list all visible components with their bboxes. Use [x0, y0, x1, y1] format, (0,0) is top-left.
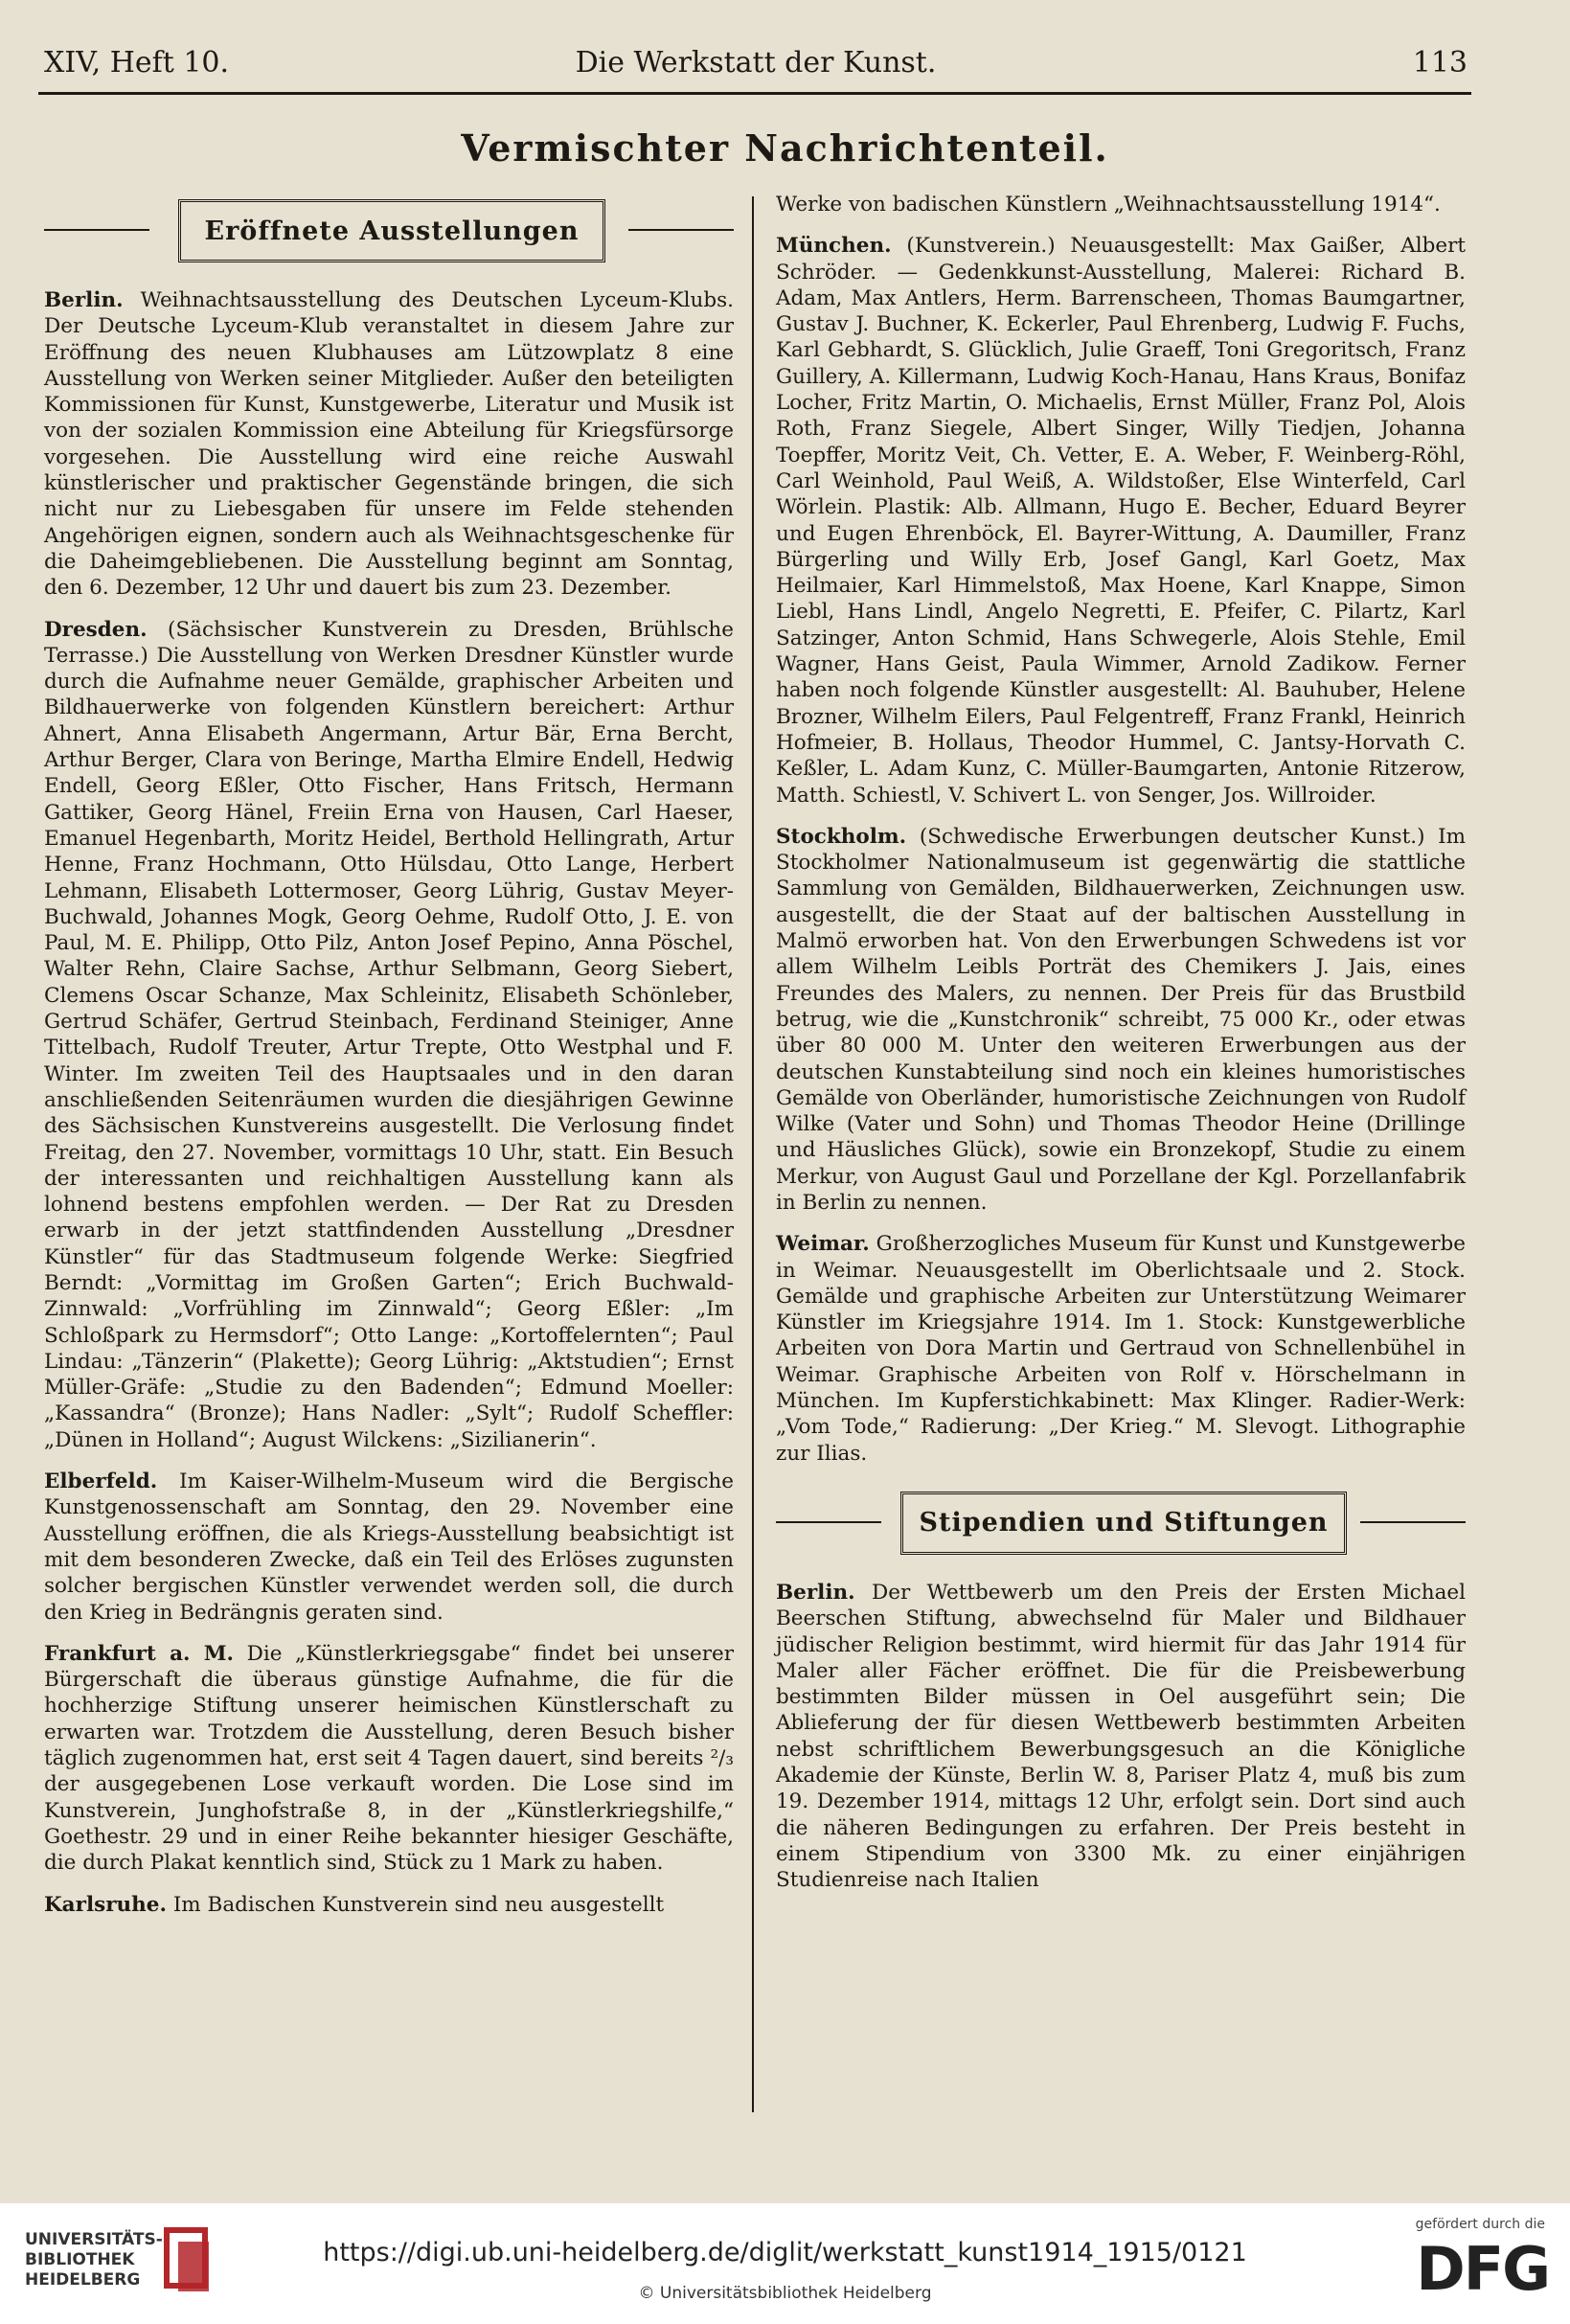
heading-rule-right — [628, 229, 734, 231]
article-place: Elberfeld. — [44, 1470, 158, 1494]
article-place: Berlin. — [776, 1580, 855, 1605]
left-column — [44, 192, 734, 1933]
article-paragraph — [44, 1641, 734, 1877]
section-heading-stipends — [776, 1492, 1466, 1553]
article-place: Berlin. — [44, 288, 124, 312]
funding-caption: gefördert durch die — [1415, 2217, 1545, 2232]
heading-rule-left — [776, 1521, 881, 1523]
article-text: (Schwedische Erwerbungen deutscher Kunst.) Im Stockholmer Nationalmuseum ist gegenwärtig die stattliche Sammlung von Gemälden, Bildhauerwerken, Zeichnungen usw. ausgestellt, die der Staat auf der baltischen Ausstellung in Malmö erworben hat. Von den Erwerbungen Schwedens ist vor allem Wilhelm Leibls Porträt des Chemikers J. Jais, eines Freundes des Malers, zu nennen. Der Preis für das Brustbild betrug, wie die „Kunstchronik“ schreibt, 75 000 Kr., oder etwas über 80 000 M. Unter den weiteren Erwerbungen aus der deutschen Kunstabteilung sind noch ein kleines humoristisches Gemälde von Oberländer, humoristische Zeichnungen von Rudolf Wilke (Vater und Sohn) und Thomas Theodor Heine (Drillinge und Häusliches Glück), sowie ein Bronzekopf, Studie zu einem Merkur, von August Gaul und Porzellane der Kgl. Porzellanfabrik in Berlin zu nennen. — [776, 824, 1466, 1215]
copyright-notice: © Universitätsbibliothek Heidelberg — [638, 2284, 932, 2303]
article-text: (Kunstverein.) Neuausgestellt: Max Gaißer, Albert Schröder. — Gedenkkunst-Ausstellung, Malerei: Richard B. Adam, Max Antlers, Herm. Barrenscheen, Thomas Baumgartner, Gustav J. Buchner, K. Eckerler, Paul Ehrenberg, Ludwig F. Fuchs, Karl Gebhardt, S. Glücklich, Julie Graeff, Toni Gregoritsch, Franz Guillery, A. Killermann, Ludwig Koch-Hanau, Hans Kraus, Bonifaz Locher, Fritz Martin, O. Michaelis, Ernst Müller, Franz Pol, Alois Roth, Franz Siegele, Albert Singer, Willy Tiedjen, Johanna Toepffer, Moritz Veit, Ch. Vetter, E. A. Weber, F. Weinberg-Röhl, Carl Weinhold, Paul Weiß, A. Wildstoßer, Else Winterfeld, Carl Wörlein. Plastik: Alb. Allmann, Hugo E. Becher, Eduard Beyrer und Eugen Ehrenböck, El. Bayrer-Wittung, A. Daumiller, Franz Bürgerling und Willy Erb, Josef Gangl, Karl Goetz, Max Heilmaier, Karl Himmelstoß, Max Hoene, Karl Knappe, Simon Liebl, Hans Lindl, Angelo Negretti, E. Pfeifer, C. Pilartz, Karl Satzinger, Anton Schmid, Hans Schwegerle, Alois Stehle, Emil Wagner, Hans Geist, Paula Wimmer, Arnold Zadikow. Ferner haben noch folgende Künstler ausgestellt: Al. Bauhuber, Helene Brozner, Wilhelm Eilers, Paul Felgentreff, Franz Frankl, Heinrich Hofmeier, B. Hollaus, Theodor Hummel, C. Jantsy-Horvath C. Keßler, L. Adam Kunz, C. Müller-Baumgarten, Antonie Ritzerow, Matth. Schiestl, V. Schivert L. von Senger, Jos. Willroider. — [776, 234, 1466, 808]
article-paragraph — [776, 824, 1466, 1216]
article-text: (Sächsischer Kunstverein zu Dresden, Brühlsche Terrasse.) Die Ausstellung von Werken Dresdner Künstler wurde durch die Aufnahme neuer Gemälde, graphischer Arbeiten und Bildhauerwerke von folgenden Künstlern bereichert: Arthur Ahnert, Anna Elisabeth Angermann, Artur Bär, Erna Bercht, Arthur Berger, Clara von Beringe, Martha Elmire Endell, Hedwig Endell, Georg Eßler, Otto Fischer, Hans Fritsch, Hermann Gattiker, Georg Hänel, Freiin Erna von Hausen, Carl Haeser, Emanuel Hegenbarth, Moritz Heidel, Berthold Hellingrath, Artur Henne, Franz Hochmann, Otto Hülsdau, Otto Lange, Herbert Lehmann, Elisabeth Lottermoser, Georg Lührig, Gustav Meyer-Buchwald, Johannes Mogk, Georg Oehme, Rudolf Otto, J. E. von Paul, M. E. Philipp, Otto Pilz, Anton Josef Pepino, Anna Pöschel, Walter Rehn, Claire Sachse, Arthur Selbmann, Georg Siebert, Clemens Oscar Schanze, Max Schleinitz, Elisabeth Schönleber, Gertrud Schäfer, Gertrud Steinbach, Ferdinand Steiniger, Anne Tittelbach, Rudolf Treuter, Artur Trepte, Otto Westphal und F. Winter. Im zweiten Teil des Hauptsaales und in den daran anschließenden Seitenräumen wurden die diesjährigen Gewinne des Sächsischen Kunstvereins ausgestellt. Die Verlosung findet Freitag, den 27. November, vormittags 10 Uhr, statt. Ein Besuch der interessanten und reichhaltigen Ausstellung kann als lohnend bestens empfohlen werden. — Der Rat zu Dresden erwarb in der jetzt stattfindenden Ausstellung „Dresdner Künstler“ für das Stadtmuseum folgende Werke: Siegfried Berndt: „Vormittag im Großen Garten“; Erich Buchwald-Zinnwald: „Vorfrühling im Zinnwald“; Georg Eßler: „Im Schloßpark zu Hermsdorf“; Otto Lange: „Kortoffelernten“; Paul Lindau: „Tänzerin“ (Plakette); Georg Lührig: „Aktstudien“; Ernst Müller-Gräfe: „Studie zu den Badenden“; Edmund Moeller: „Kassandra“ (Bronze); Hans Nadler: „Sylt“; Rudolf Scheffler: „Dünen in Holland“; August Wilckens: „Sizilianerin“. — [44, 617, 734, 1452]
section-heading-exhibitions — [44, 199, 734, 261]
article-paragraph — [44, 1469, 734, 1626]
article-place: München. — [776, 234, 892, 259]
dfg-logo: DFG — [1416, 2234, 1549, 2304]
article-place: Dresden. — [44, 617, 148, 642]
article-paragraph — [776, 1580, 1466, 1894]
article-paragraph — [776, 233, 1466, 809]
article-place: Karlsruhe. — [44, 1892, 167, 1917]
library-name: UNIVERSITÄTS- BIBLIOTHEK HEIDELBERG — [25, 2230, 163, 2290]
column-divider — [752, 196, 754, 2112]
article-paragraph — [44, 287, 734, 602]
article-text: Großherzogliches Museum für Kunst und Kunstgewerbe in Weimar. Neuausgestellt im Oberlichtsaale und 2. Stock. Gemälde und graphische Arbeiten zur Unterstützung Weimarer Künstler im Kriegsjahre 1914. Im 1. Stock: Kunstgewerbliche Arbeiten von Dora Martin und Gertraud von Schnellenbühel in Weimar. Graphische Arbeiten von Rolf v. Hörschelmann in München. Im Kupferstichkabinett: Max Klinger. Radier-Werk: „Vom Tode,“ Radierung: „Der Krieg.“ M. Slevogt. Lithographie zur Ilias. — [776, 1232, 1466, 1466]
article-text: Weihnachtsausstellung des Deutschen Lyceum-Klubs. Der Deutsche Lyceum-Klub veranstaltet in diesem Jahre zur Eröffnung des neuen Klubhauses am Lützowplatz 8 eine Ausstellung von Werken seiner Mitglieder. Außer den beteiligten Kommissionen für Kunst, Kunstgewerbe, Literatur und Musik ist von der sozialen Kommission eine Abteilung für Kriegsfürsorge vorgesehen. Die Ausstellung wird eine reiche Auswahl künstlerischer und praktischer Gegenstände bringen, die sich nicht nur zu Liebesgaben für unsere im Felde stehenden Angehörigen eignen, sondern auch als Weihnachtsgeschenke für die Daheimgebliebenen. Die Ausstellung beginnt am Sonntag, den 6. Dezember, 12 Uhr und dauert bis zum 23. Dezember. — [44, 288, 734, 601]
article-paragraph — [776, 1231, 1466, 1467]
article-text: Im Kaiser-Wilhelm-Museum wird die Bergische Kunstgenossenschaft am Sonntag, den 29. November eine Ausstellung eröffnen, die als Kriegs-Ausstellung beabsichtigt ist mit dem besonderen Zwecke, daß ein Teil des Erlöses zugunsten solcher bergischen Künstler verwendet werden soll, die durch den Krieg in Bedrängnis geraten sind. — [44, 1470, 734, 1625]
running-head — [44, 46, 1468, 94]
article-text: Werke von badischen Künstlern „Weihnachtsausstellung 1914“. — [776, 193, 1441, 216]
viewer-footer — [0, 2203, 1570, 2324]
page-title: Vermischter Nachrichtenteil. — [461, 126, 1109, 170]
right-column — [776, 192, 1466, 1909]
article-text: Die „Künstlerkriegsgabe“ findet bei unserer Bürgerschaft die überaus günstige Aufnahme, die für die hochherzige Stiftung unserer heimischen Künstlerschaft zu erwarten war. Trotzdem die Ausstellung, deren Besuch bisher täglich zugenommen hat, erst seit 4 Tagen dauert, sind bereits ²/₃ der ausgegebenen Lose verkauft worden. Die Lose sind im Kunstverein, Junghofstraße 8, in der „Künstlerkriegshilfe,“ Goethestr. 29 und in einer Reihe bekannter hiesiger Geschäfte, die durch Plakat kenntlich sind, Stück zu 1 Mark zu haben. — [44, 1641, 734, 1876]
header-rule — [38, 92, 1471, 95]
permalink-link[interactable]: https://digi.ub.uni-heidelberg.de/diglit/werkstatt_kunst1914_1915/0121 — [323, 2238, 1247, 2267]
article-text: Der Wettbewerb um den Preis der Ersten Michael Beerschen Stiftung, abwechselnd für Maler und Bildhauer jüdischer Religion bestimmt, wird hiermit für das Jahr 1914 für Maler aller Fächer eröffnet. Die für die Preisbewerbung bestimmten Bilder müssen in Oel ausgeführt sein; Die Ablieferung der für diesen Wettbewerb bestimmten Arbeiten nebst schriftlichem Bewerbungsgesuch an die Königliche Akademie der Künste, Berlin W. 8, Pariser Platz 4, muß bis zum 19. Dezember 1914, mittags 12 Uhr, erfolgt sein. Dort sind auch die näheren Bedingungen zu erfahren. Der Preis besteht in einem Stipendium von 3300 Mk. zu einer einjährigen Studienreise nach Italien — [776, 1580, 1466, 1893]
article-place: Stockholm. — [776, 824, 907, 849]
article-place: Frankfurt a. M. — [44, 1641, 235, 1666]
section-heading-box: Eröffnete Ausstellungen — [178, 199, 605, 262]
article-paragraph — [44, 617, 734, 1454]
article-place: Weimar. — [776, 1232, 870, 1257]
page-number: 113 — [1412, 46, 1468, 80]
section-heading-box: Stipendien und Stiftungen — [900, 1492, 1347, 1555]
article-paragraph — [44, 1892, 734, 1918]
article-paragraph — [776, 192, 1466, 217]
heading-rule-left — [44, 229, 149, 231]
left-article-list — [44, 287, 734, 1918]
journal-title: Die Werkstatt der Kunst. — [575, 46, 937, 80]
heading-rule-right — [1360, 1521, 1466, 1523]
stipend-article-list — [776, 1580, 1466, 1894]
article-text: Im Badischen Kunstverein sind neu ausgestellt — [166, 1892, 665, 1917]
issue-label: XIV, Heft 10. — [44, 46, 230, 80]
right-article-list — [776, 192, 1466, 1467]
